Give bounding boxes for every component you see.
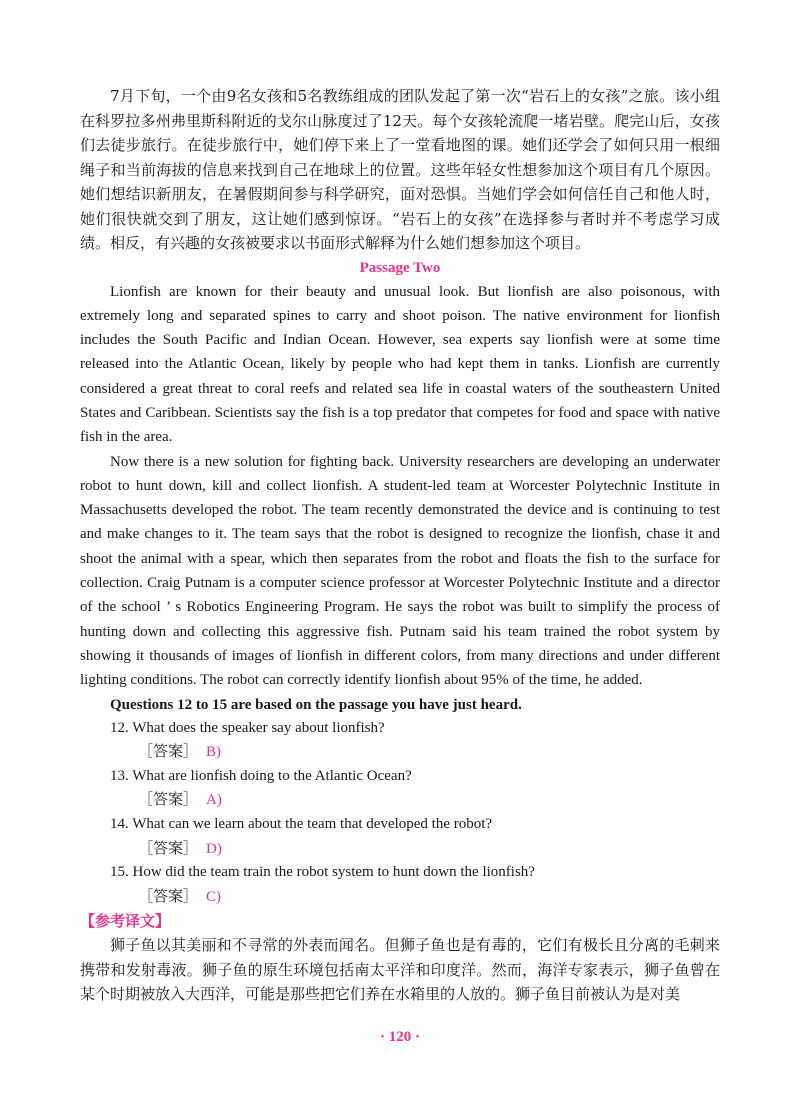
english-paragraph-1: Lionfish are known for their beauty and unusual look. But lionfish are also poisonous, with extremely long and separated spines to carry and shoot poison. The native environment for lionfish includes the South Pacific and Indian Ocean. However, sea experts say lionfish were at some time released into the Atlantic Ocean, likely by people who had kept them in tanks. Lionfish are currently considered a great threat to coral reefs and related sea life in coastal waters of the southeastern United States and Caribbean. Scientists say the fish is a top predator that competes for food and space with native fish in the area. — [80, 283, 720, 446]
question-13: 13. What are lionfish doing to the Atlantic Ocean? — [110, 767, 412, 784]
answer-label: ［答案］ — [138, 886, 199, 905]
answer-14 — [80, 837, 720, 862]
english-paragraph-2: Now there is a new solution for fighting back. University researchers are developing an underwater robot to hunt down, kill and collect lionfish. A student-led team at Worcester Polytechnic Institute in Massachusetts developed the robot. The team recently demonstrated the device and is continuing to test and make changes to it. The team says that the robot is designed to recognize the lionfish, chase it and shoot the animal with a spear, which then separates from the robot and floats the fish to the surface for collection. Craig Putnam is a computer science professor at Worcester Polytechnic Institute and a director of the school ’ s Robotics Engineering Program. He says the robot was built to simplify the process of hunting down and collecting this aggressive fish. Putnam said his team trained the robot system by showing it thousands of images of lionfish in different colors, from many directions and under different lighting conditions. The robot can correctly identify lionfish about 95% of the time, he added. — [80, 453, 720, 689]
passage-heading: Passage Two — [359, 259, 441, 276]
question-list — [80, 717, 720, 910]
question-12: 12. What does the speaker say about lionfish? — [110, 719, 385, 736]
answer-letter: B) — [206, 744, 222, 761]
answer-15 — [80, 885, 720, 910]
answer-letter: D) — [206, 840, 222, 857]
answer-13 — [80, 788, 720, 813]
questions-heading: Questions 12 to 15 are based on the passage you have just heard. — [110, 696, 522, 713]
question-15: 15. How did the team train the robot system to hunt down the lionfish? — [110, 864, 535, 881]
question-14: 14. What can we learn about the team that developed the robot? — [110, 815, 493, 832]
answer-label: ［答案］ — [138, 790, 199, 809]
answer-12 — [80, 740, 720, 765]
page-number: · 120 · — [379, 1029, 420, 1045]
answer-letter: C) — [206, 888, 222, 905]
page-content — [80, 84, 720, 1007]
chinese-paragraph-1: 7月下旬，一个由9名女孩和5名教练组成的团队发起了第一次“岩石上的女孩”之旅。该小组在科罗拉多州弗里斯科附近的戈尔山脉度过了12天。每个女孩轮流爬一堵岩壁。爬完山后，女孩们去徒步旅行。在徒步旅行中，她们停下来上了一堂看地图的课。她们还学会了如何只用一根细绳子和当前海拔的信息来找到自己在地球上的位置。这些年轻女性想参加这个项目有几个原因。她们想结识新朋友，在暑假期间参与科学研究，面对恐惧。当她们学会如何信任自己和他人时，她们很快就交到了朋友，这让她们感到惊讶。“岩石上的女孩”在选择参与者时并不考虑学习成绩。相反，有兴趣的女孩被要求以书面形式解释为什么她们想参加这个项目。 — [80, 87, 720, 252]
reference-translation-heading: 【参考译文】 — [80, 912, 171, 931]
answer-letter: A) — [206, 792, 222, 809]
chinese-paragraph-2: 狮子鱼以其美丽和不寻常的外表而闻名。但狮子鱼也是有毒的，它们有极长且分离的毛刺来携带和发射毒液。狮子鱼的原生环境包括南太平洋和印度洋。然而，海洋专家表示，狮子鱼曾在某个时期被放入大西洋，可能是那些把它们养在水箱里的人放的。狮子鱼目前被认为是对美 — [80, 936, 720, 1004]
answer-label: ［答案］ — [138, 742, 199, 761]
answer-label: ［答案］ — [138, 838, 199, 857]
